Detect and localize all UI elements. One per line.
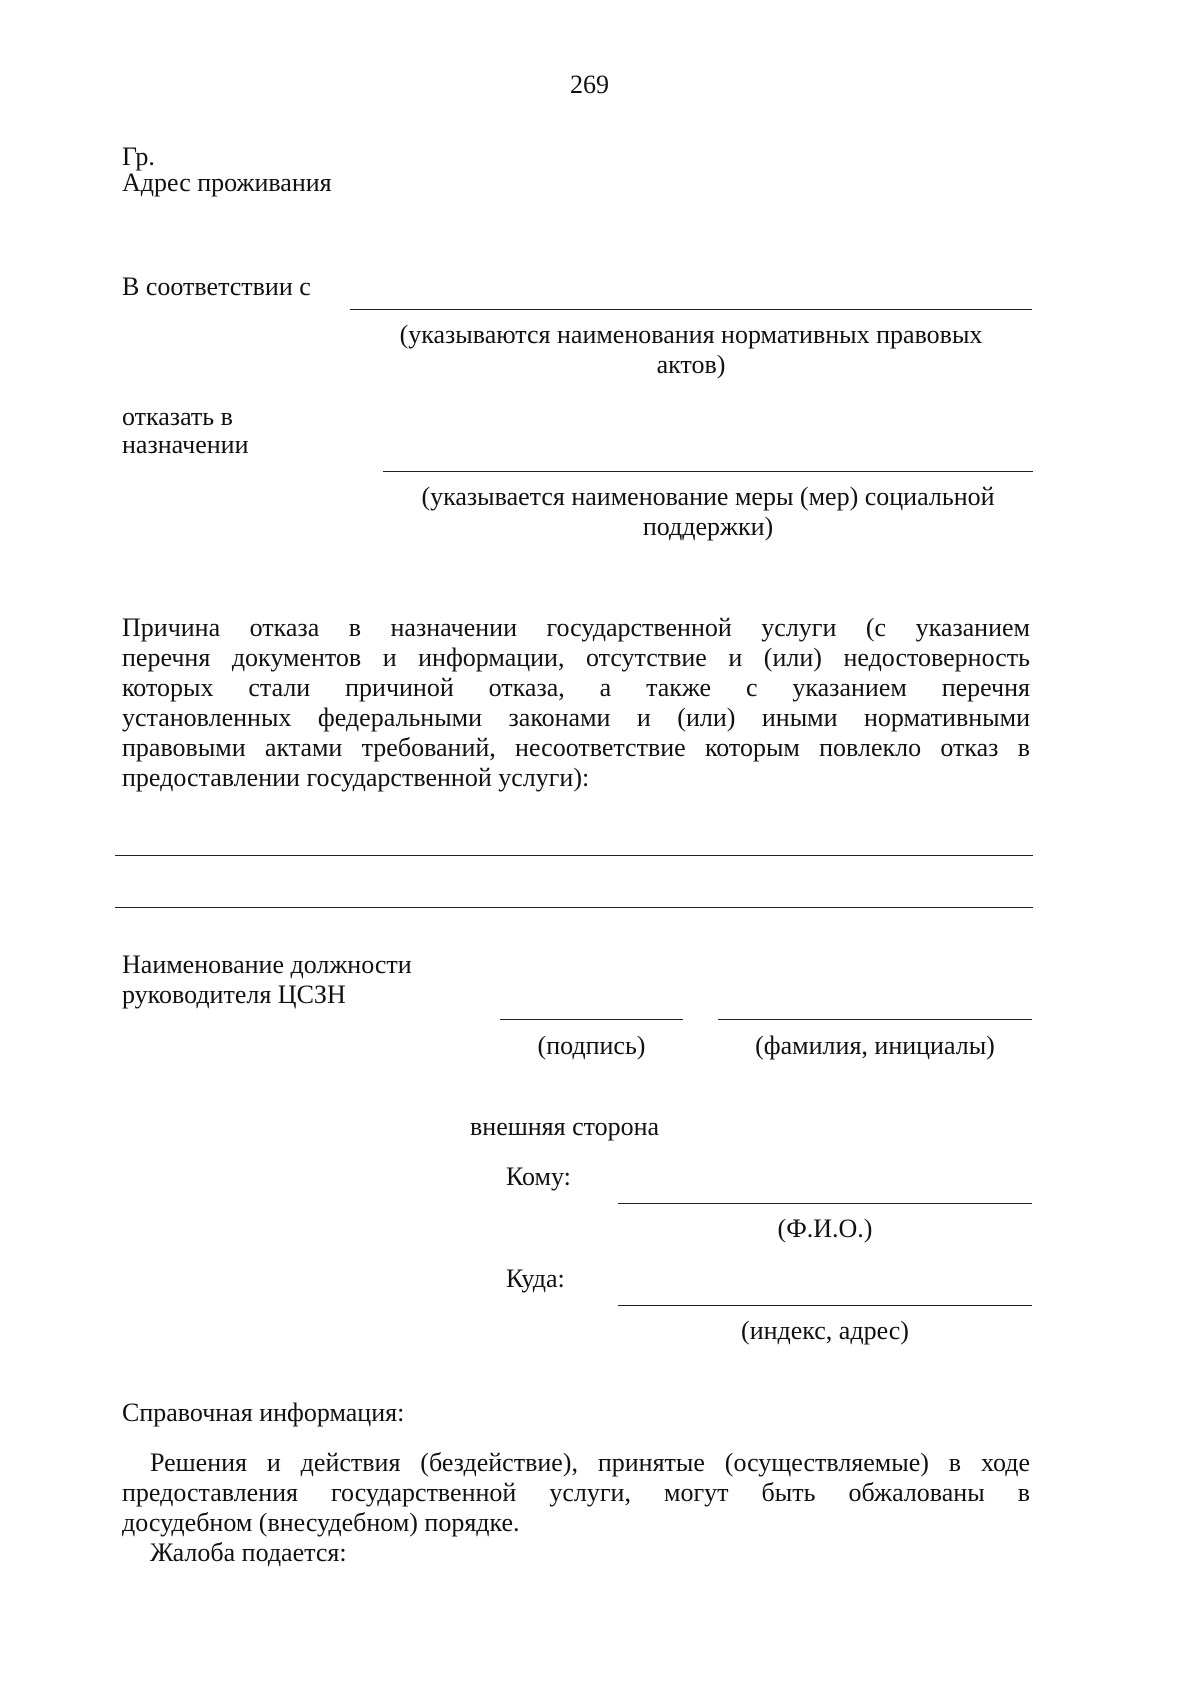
name-caption: (фамилия, инициалы) <box>755 1031 995 1060</box>
reason-line: перечня документов и информации, отсутствие и (или) недостоверность <box>122 643 1030 672</box>
reason-fill-line <box>115 855 1033 856</box>
legal-basis-caption-cont: актов) <box>656 350 726 379</box>
complaint-label: Жалоба подается: <box>150 1538 347 1567</box>
envelope-to-caption: (Ф.И.О.) <box>777 1214 873 1243</box>
reference-title: Справочная информация: <box>122 1398 405 1427</box>
envelope-where-caption: (индекс, адрес) <box>741 1316 909 1345</box>
legal-basis-label: В соответствии с <box>122 272 311 301</box>
reason-fill-line <box>115 907 1033 908</box>
reference-line: досудебном (внесудебном) порядке. <box>122 1508 520 1537</box>
envelope-where-line <box>618 1305 1032 1306</box>
legal-basis-line <box>350 309 1032 310</box>
envelope-to-line <box>618 1203 1032 1204</box>
legal-basis-caption: (указываются наименования нормативных правовых <box>399 320 983 349</box>
reason-line: правовыми актами требований, несоответствие которым повлекло отказ в <box>122 733 1030 762</box>
reference-line: Решения и действия (бездействие), принятые (осуществляемые) в ходе <box>150 1448 1030 1477</box>
signature-caption: (подпись) <box>537 1031 646 1060</box>
refusal-label: отказать в <box>122 402 233 431</box>
head-position-label-cont: руководителя ЦСЗН <box>122 980 346 1009</box>
name-line <box>718 1019 1032 1020</box>
envelope-where-label: Куда: <box>506 1264 565 1293</box>
head-position-label: Наименование должности <box>122 950 412 979</box>
support-measure-caption-cont: поддержки) <box>642 512 774 541</box>
residence-address-label: Адрес проживания <box>122 168 332 197</box>
support-measure-caption: (указывается наименование меры (мер) социальной <box>421 482 995 511</box>
envelope-side-title: внешняя сторона <box>470 1112 660 1141</box>
signature-line <box>500 1019 683 1020</box>
reason-line: Причина отказа в назначении государственной услуги (с указанием <box>122 613 1030 642</box>
reason-line: которых стали причиной отказа, а также с указанием перечня <box>122 673 1030 702</box>
reason-line: установленных федеральными законами и (или) иными нормативными <box>122 703 1030 732</box>
support-measure-line <box>383 471 1033 472</box>
refusal-label-cont: назначении <box>122 430 249 459</box>
recipient-prefix: Гр. <box>122 142 155 171</box>
page-number: 269 <box>570 70 609 99</box>
envelope-to-label: Кому: <box>506 1162 571 1191</box>
reason-line: предоставлении государственной услуги): <box>122 763 590 792</box>
reference-line: предоставления государственной услуги, могут быть обжалованы в <box>122 1478 1030 1507</box>
